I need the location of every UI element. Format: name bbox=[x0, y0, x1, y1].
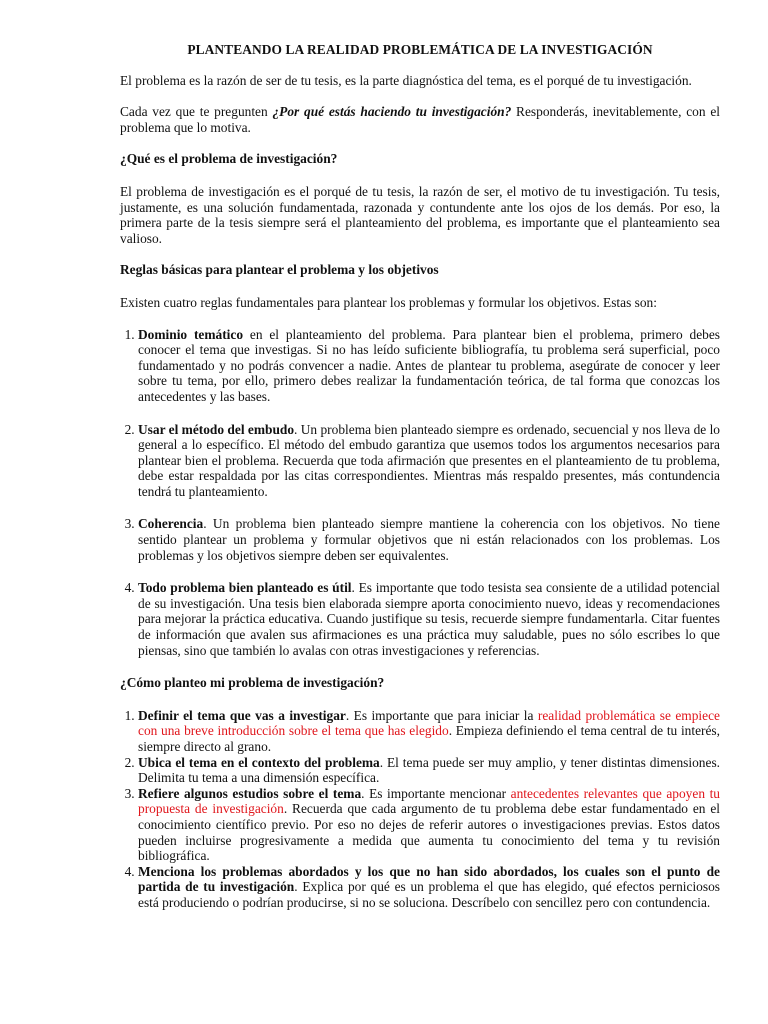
question-after: Responderás, inevitablemente, con el problema que lo motiva. bbox=[120, 104, 720, 135]
step-title: Ubica el tema en el contexto del problema bbox=[138, 754, 380, 770]
step-text: . Es importante mencionar bbox=[361, 785, 511, 801]
list-item bbox=[138, 708, 720, 755]
step-title: Definir el tema que vas a investigar bbox=[138, 707, 346, 723]
list-item bbox=[138, 786, 720, 864]
step-highlight: realidad problemática se empiece con una breve introducción sobre el tema que has elegido bbox=[138, 707, 720, 739]
definition-paragraph: El problema de investigación es el porqué de tu tesis, la razón de ser, el motivo de tu investigación. Tu tesis, justamente, es una solución fundamentada, razonada y contundente ante los ojos de los demás. Por eso, la primera parte de la tesis siempre será el planteamiento del problema, es importante que el planteamiento sea valioso. bbox=[120, 183, 720, 246]
heading-how-to-plan: ¿Cómo planteo mi problema de investigación? bbox=[120, 675, 385, 691]
step-text: . El tema puede ser muy amplio, y tener distintas dimensiones. Delimita tu tema a una dimensión específica. bbox=[138, 754, 720, 786]
list-item bbox=[138, 864, 720, 911]
step-highlight: antecedentes relevantes que apoyen tu propuesta de investigación bbox=[138, 785, 720, 817]
rule-text: . Un problema bien planteado siempre es ordenado, secuencial y nos lleva de lo general a lo específico. El método del embudo garantiza que usemos todos los argumentos necesarios para plantear bien el problema. Recuerda que toda afirmación que presentes en el planteamiento de tu problema, debe estar respaldada por las citas correspondientes. Mientras más respaldo presentes, más contundencia tendrá tu planteamiento. bbox=[138, 421, 720, 499]
list-item bbox=[138, 327, 720, 405]
step-title: Menciona los problemas abordados y los que no han sido abordados, los cuales son el punto de partida de tu investigación bbox=[138, 863, 720, 895]
question-text: ¿Por qué estás haciendo tu investigación? bbox=[272, 104, 512, 120]
rule-title: Todo problema bien planteado es útil bbox=[138, 580, 352, 596]
rule-text: en el planteamiento del problema. Para plantear bien el problema, primero debes conocer el tema que investigas. Si no has leído suficiente bibliografía, tu problema será superficial, poco fundamentado y no podrás convencer a nadie. Antes de plantear tu problema, asegúrate de conocer y leer sobre tu tema, por ello, primero debes realizar la fundamentación teórica, de tal forma que conozcas los antecedentes y las bases. bbox=[138, 326, 720, 404]
question-paragraph bbox=[120, 104, 720, 135]
step-title: Refiere algunos estudios sobre el tema bbox=[138, 785, 362, 801]
heading-what-is-problem: ¿Qué es el problema de investigación? bbox=[120, 151, 338, 167]
heading-basic-rules: Reglas básicas para plantear el problema y los objetivos bbox=[120, 262, 439, 278]
rule-title: Coherencia bbox=[138, 516, 204, 532]
steps-list bbox=[120, 708, 720, 911]
rules-list bbox=[120, 327, 720, 659]
question-before: Cada vez que te pregunten bbox=[120, 104, 273, 120]
rule-text: . Es importante que todo tesista sea consiente de a utilidad potencial de su investigación. Una tesis bien elaborada siempre aporta conocimiento nuevo, ideas y recomendaciones para mejorar la práctica educativa. Cuando justifique su tesis, recuerde siempre fundamentarla. Citar fuentes de información que avalen sus afirmaciones es una práctica muy saludable, pues no sólo escribes lo que piensas, sino que también lo avalas con otras investigaciones y referencias. bbox=[138, 580, 720, 658]
list-item bbox=[138, 422, 720, 500]
rule-text: . Un problema bien planteado siempre mantiene la coherencia con los objetivos. No tiene sentido plantear un problema y formular objetivos que ni están relacionados con los problemas. Los problemas y los objetivos siempre deben ser equivalentes. bbox=[138, 516, 720, 563]
list-item bbox=[138, 755, 720, 786]
step-text-after: . Empieza definiendo el tema central de tu interés, siempre directo al grano. bbox=[138, 723, 720, 754]
list-item bbox=[138, 580, 720, 658]
intro-paragraph: El problema es la razón de ser de tu tesis, es la parte diagnóstica del tema, es el porqué de tu investigación. bbox=[120, 72, 692, 88]
rules-intro-paragraph: Existen cuatro reglas fundamentales para plantear los problemas y formular los objetivos. Estas son: bbox=[120, 294, 657, 310]
document-title: PLANTEANDO LA REALIDAD PROBLEMÁTICA DE LA INVESTIGACIÓN bbox=[187, 42, 653, 57]
step-text-after: . Recuerda que cada argumento de tu problema debe estar fundamentado en el conocimiento científico previo. Por eso no dejes de referir autores o investigaciones previas. Estos datos pueden incluirse progresivamente a medida que aumenta tu conocimiento del tema y tu revisión bibliográfica. bbox=[138, 801, 720, 864]
step-text: . Es importante que para iniciar la bbox=[345, 707, 538, 723]
rule-title: Dominio temático bbox=[138, 326, 244, 342]
step-text: . Explica por qué es un problema el que has elegido, qué efectos perniciosos está produciendo o podrían producirse, si no se soluciona. Descríbelo con sencillez pero con contundencia. bbox=[138, 879, 720, 910]
list-item bbox=[138, 516, 720, 563]
rule-title: Usar el método del embudo bbox=[138, 421, 295, 437]
